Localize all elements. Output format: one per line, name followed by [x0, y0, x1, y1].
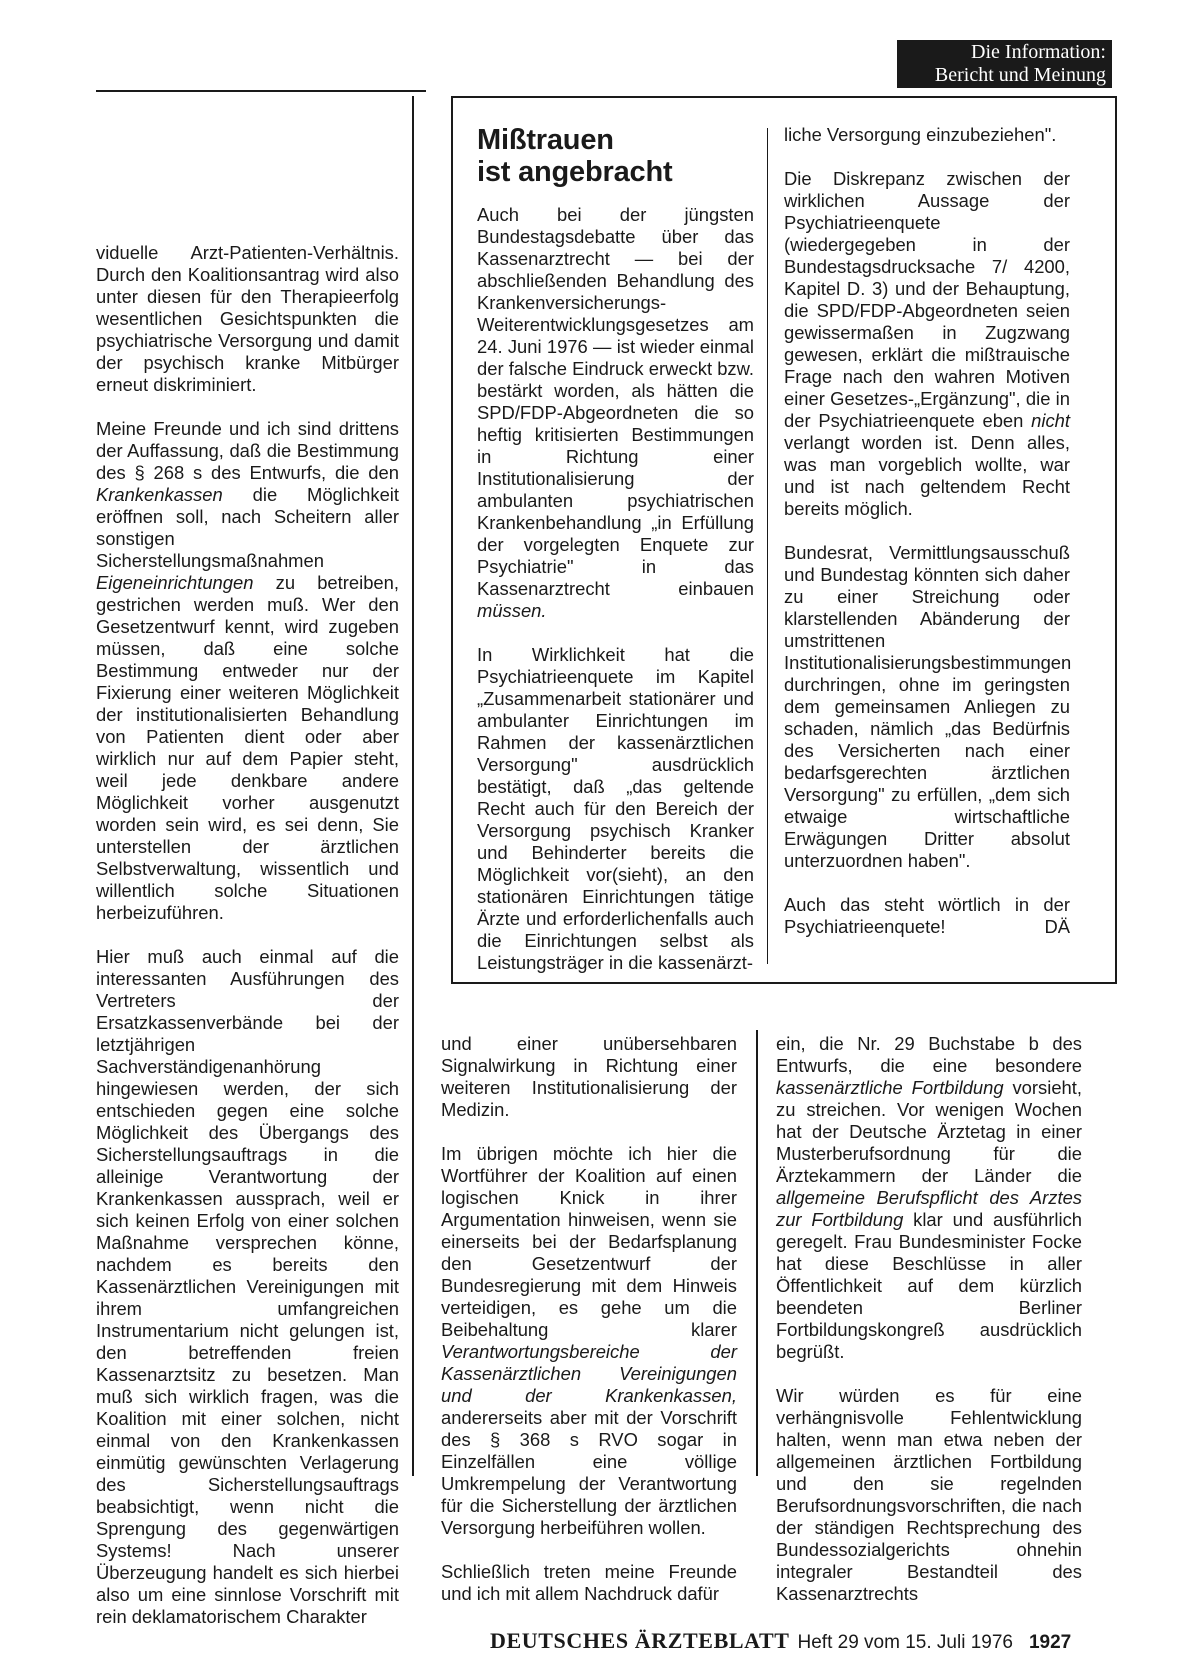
- issue-info: Heft 29 vom 15. Juli 1976: [797, 1632, 1013, 1653]
- left-paragraph-3: Hier muß auch einmal auf die interessanten Ausführungen des Vertreters der Ersatzkassenverbände bei der letztjährigen Sachverständigenanhörung hingewiesen werden, der sich entschieden gegen eine solche Möglichkeit des Übergangs des Sicherstellungsauftrags in die alleinige Verantwortung der Krankenkassen aussprach, weil er sich keinen Erfolg von einer solchen Maßnahme versprechen könne, nachdem es bereits den Kassenärztlichen Vereinigungen mit ihrem umfangreichen Instrumentarium nicht gelungen ist, den betreffenden freien Kassenarztsitz zu besetzen. Man muß sich wirklich fragen, was die Koalition mit einer solchen, nicht einmal von den Krankenkassen einmütig gewünschten Verlagerung des Sicherstellungsauftrags beabsichtigt, wenn nicht die Sprengung des gegenwärtigen Systems! Nach unserer Überzeugung handelt es sich hierbei also um eine sinnlose Vorschrift mit rein deklamatorischem Charakter: [96, 946, 399, 1627]
- emphasis-run: müssen.: [477, 600, 547, 621]
- text-run: Auch das steht wörtlich in der Psychiatrieenquete!: [784, 894, 1070, 937]
- box-col2-paragraph-2: [784, 168, 1070, 520]
- middle-paragraph-2: [441, 1143, 737, 1539]
- text-run: ein, die Nr. 29 Buchstabe b des Entwurfs, die eine besondere: [776, 1033, 1082, 1076]
- box-col2-paragraph-3: Bundesrat, Vermittlungsausschuß und Bundestag könnten sich daher zu einer Streichung oder klarstellenden Abänderung der umstrittenen Institutionalisierungsbestimmungen durchringen, ohne im geringsten dem gemeinsamen Anliegen zu schaden, nämlich „das Bedürfnis des Versicherten nach einer bedarfsgerechten ärztlichen Versorgung" zu erfüllen, „dem sich etwaige wirtschaftliche Erwägungen Dritter absolut unterzuordnen haben".: [784, 542, 1072, 871]
- right-paragraph-1: [776, 1033, 1082, 1363]
- box-col1-paragraph-1: [477, 204, 754, 622]
- text-run: verlangt worden ist. Denn alles, was man vorgeblich wollte, war und ist nach geltendem Recht bereits möglich.: [784, 432, 1070, 519]
- column-divider-right: [756, 1030, 758, 1476]
- box-column-1: [477, 204, 754, 974]
- box-column-divider: [767, 128, 768, 964]
- title-line-2: ist angebracht: [477, 156, 673, 188]
- right-column: [776, 1033, 1082, 1605]
- signature: DÄ: [1044, 916, 1070, 937]
- box-col2-paragraph-1: liche Versorgung einzubeziehen".: [784, 124, 1057, 145]
- text-run: vorsieht, zu streichen. Vor wenigen Wochen hat der Deutsche Ärztetag in einer Musterberufsordnung für die Ärztekammern der Länder die: [776, 1077, 1082, 1186]
- section-badge: [897, 40, 1112, 88]
- page-footer: [490, 1628, 1110, 1658]
- left-paragraph-1: viduelle Arzt-Patienten-Verhältnis. Durch den Koalitionsantrag wird also unter diesen für den Therapieerfolg wesentlichen Gesichtspunkten die psychiatrische Versorgung und damit der psychisch kranke Mitbürger erneut diskriminiert.: [96, 242, 399, 395]
- title-line-1: Mißtrauen: [477, 124, 614, 156]
- right-paragraph-2: Wir würden es für eine verhängnisvolle Fehlentwicklung halten, wenn man etwa neben der allgemeinen ärztlichen Fortbildung und den sie regelnden Berufsordnungsvorschriften, die nach der ständigen Rechtsprechung des Bundessozialgerichts ohnehin integraler Bestandteil des Kassenarztrechts: [776, 1385, 1082, 1604]
- journal-name: DEUTSCHES ÄRZTEBLATT: [490, 1628, 790, 1653]
- emphasis-run: Verantwortungsbereiche der Kassenärztlichen Vereinigungen und der Krankenkassen,: [441, 1341, 737, 1406]
- text-run: Die Diskrepanz zwischen der wirklichen Aussage der Psychiatrieenquete (wiedergegeben in der Bundestagsdrucksache 7/ 4200, Kapitel D. 3) und der Behauptung, die SPD/FDP-Abgeordneten seien gewissermaßen in Zugzwang gewesen, erklärt die mißtrauische Frage nach den wahren Motiven einer Gesetzes-„Ergänzung", die in der Psychiatrieenquete eben: [784, 168, 1070, 431]
- column-divider-left: [412, 96, 414, 1476]
- emphasis-run: kassenärztliche Fortbildung: [776, 1077, 1004, 1098]
- text-run: Meine Freunde und ich sind drittens der Auffassung, daß die Bestimmung des § 268 s des Entwurfs, die den: [96, 418, 399, 483]
- left-paragraph-2: [96, 418, 399, 924]
- page-number: 1927: [1028, 1632, 1072, 1653]
- text-run: Auch bei der jüngsten Bundestagsdebatte über das Kassenarztrecht — bei der abschließenden Behandlung des Krankenversicherungs-Weiterentwicklungsgesetzes am 24. Juni 1976 — ist wieder einmal der falsche Eindruck erweckt bzw. bestärkt worden, als hätten die SPD/FDP-Abgeordneten die so heftig kritisierten Bestimmungen in Richtung einer Institutionalisierung der ambulanten psychiatrischen Krankenbehandlung „in Erfüllung der vorgelegten Enquete zur Psychiatrie" in das Kassenarztrecht einbauen: [477, 204, 754, 599]
- box-col1-paragraph-2: In Wirklichkeit hat die Psychiatrieenquete im Kapitel „Zusammenarbeit stationärer und ambulanter Einrichtungen im Rahmen der kassenärztlichen Versorgung" ausdrücklich bestätigt, daß „das geltende Recht auch für den Bereich der Versorgung psychisch Kranker und Behinderter bereits die Möglichkeit vor(sieht), an den stationären Einrichtungen tätige Ärzte und erforderlichenfalls auch die Einrichtungen selbst als Leistungsträger in die kassenärzt-: [477, 644, 754, 973]
- middle-paragraph-1: und einer unübersehbaren Signalwirkung in Richtung einer weiteren Institutionalisierung der Medizin.: [441, 1033, 737, 1120]
- text-run: zu betreiben, gestrichen werden muß. Wer den Gesetzentwurf kennt, wird zugeben müssen, daß eine solche Bestimmung entweder nur der Fixierung einer weiteren Möglichkeit der institutionalisierten Behandlung von Patienten dient oder aber wirklich nur auf dem Papier steht, weil jede denkbare andere Möglichkeit vorher ausgenutzt worden sein wird, es sei denn, Sie unterstellen der ärztlichen Selbstverwaltung, wissentlich und willentlich solche Situationen herbeizuführen.: [96, 572, 399, 923]
- top-rule: [96, 90, 426, 92]
- text-run: Im übrigen möchte ich hier die Wortführer der Koalition auf einen logischen Knick in ihrer Argumentation hinweisen, wenn sie einerseits bei der Bedarfsplanung den Gesetzentwurf der Bundesregierung mit dem Hinweis verteidigen, es gehe um die Beibehaltung klarer: [441, 1143, 737, 1340]
- middle-paragraph-3: Schließlich treten meine Freunde und ich mit allem Nachdruck dafür: [441, 1561, 737, 1604]
- boxed-article-title: [477, 124, 777, 188]
- text-run: klar und ausführlich geregelt. Frau Bundesminister Focke hat diese Beschlüsse in aller Öffentlichkeit auf dem kürzlich beendeten Berliner Fortbildungskongreß ausdrücklich begrüßt.: [776, 1209, 1082, 1362]
- emphasis-run: allgemeine Berufspflicht des Arztes zur Fortbildung: [776, 1187, 1082, 1230]
- emphasis-run: Krankenkassen: [96, 484, 223, 505]
- text-run: andererseits aber mit der Vorschrift des § 368 s RVO sogar in Einzelfällen eine völlige Umkrempelung der Verantwortung für die Sicherstellung der ärztlichen Versorgung herbeiführen wollen.: [441, 1407, 737, 1538]
- middle-column: [441, 1033, 737, 1605]
- emphasis-run: Eigeneinrichtungen: [96, 572, 254, 593]
- text-run: die Möglichkeit eröffnen soll, nach Scheitern aller sonstigen Sicherstellungsmaßnahmen: [96, 484, 399, 571]
- box-col2-paragraph-4: [784, 894, 1070, 938]
- left-column: [96, 242, 399, 1628]
- section-badge-line-1: Die Information:: [971, 41, 1106, 63]
- box-column-2: [784, 124, 1070, 938]
- section-badge-line-2: Bericht und Meinung: [934, 64, 1106, 86]
- emphasis-run: nicht: [1031, 410, 1070, 431]
